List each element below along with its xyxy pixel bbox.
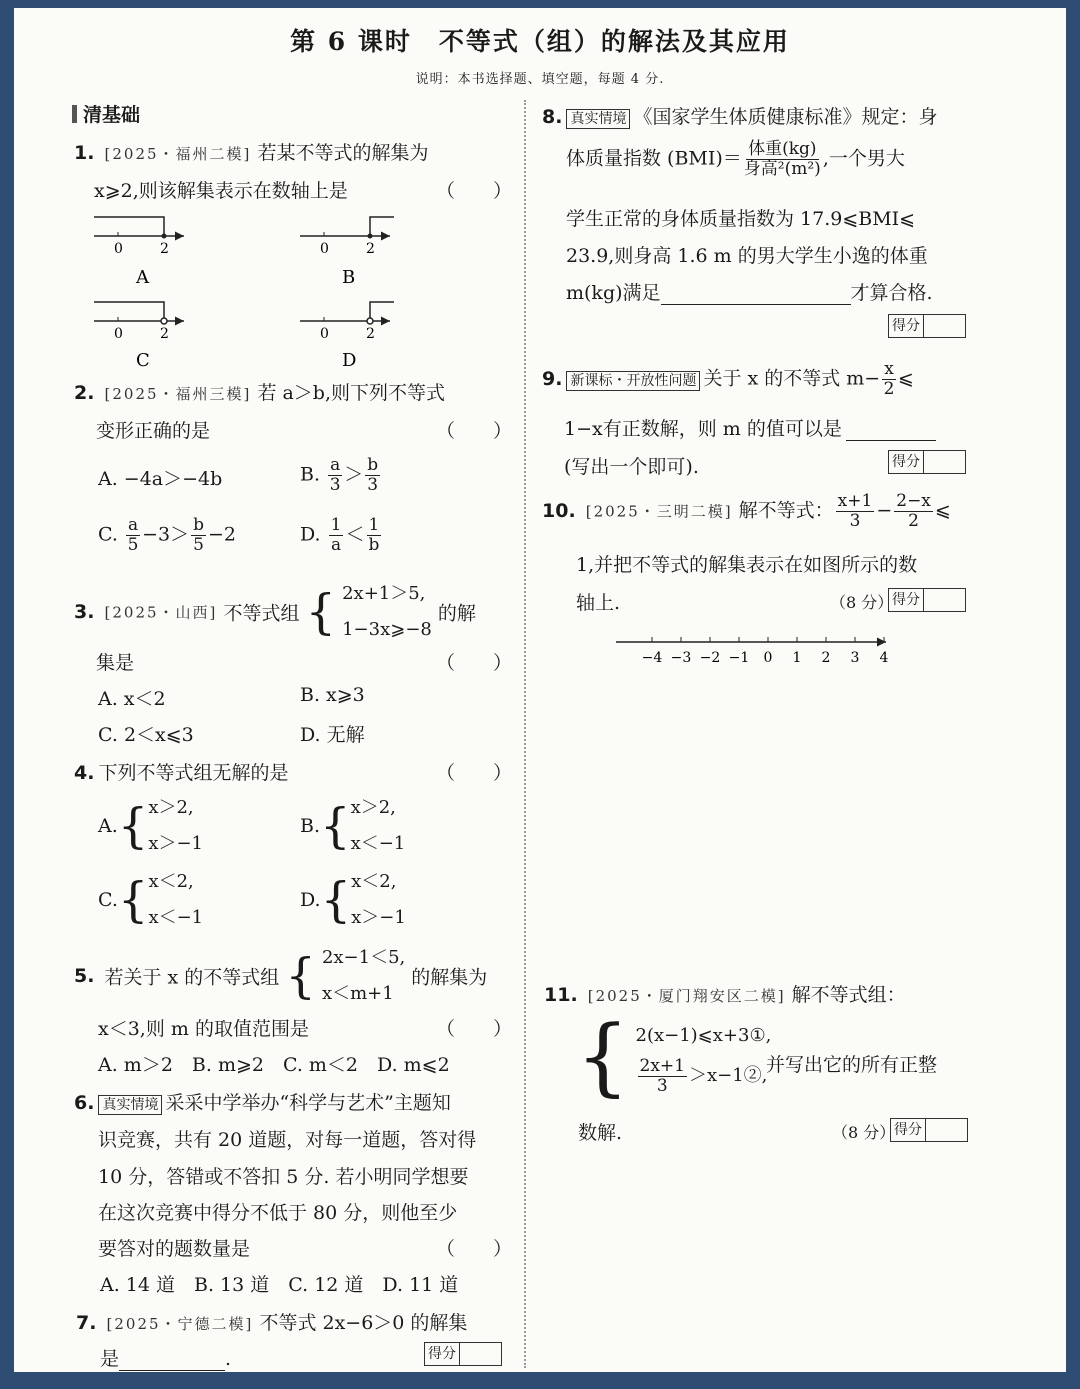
option-d: D.{ x＜2, x＞−1 (300, 871, 406, 928)
answer-paren: （ ） (436, 1238, 513, 1260)
question-number: 2. (74, 382, 95, 404)
option-a: A. x＜2 (98, 688, 166, 710)
question-points: （8 分） (830, 593, 894, 612)
number-line-tick-label: 0 (763, 650, 773, 666)
question-5-options: A. m＞2 B. m⩾2 C. m＜2 D. m⩽2 (98, 1054, 450, 1076)
page-title: 第 6 课时 不等式（组）的解法及其应用 (290, 27, 790, 56)
question-source: [2025・厦门翔安区二模] (587, 987, 786, 1005)
option-c: C. 2＜x⩽3 (98, 724, 194, 746)
column-divider (524, 100, 526, 1368)
question-3-line-1: 3. [2025・山西] 不等式组 { 2x+1＞5, 1−3x⩾−8 的解 (74, 576, 476, 648)
answer-blank[interactable] (119, 1350, 225, 1371)
question-1-line-1 (74, 138, 428, 165)
question-text: 不等式组 (223, 602, 300, 625)
question-5-line-1: 5. 若关于 x 的不等式组 { 2x−1＜5, x＜m+1 的解集为 (74, 940, 487, 1012)
question-11-line-1: 11. [2025・厦门翔安区二模] 解不等式组： (544, 984, 906, 1006)
number-line-tick-label: −2 (699, 650, 721, 666)
question-number: 9. (542, 367, 563, 390)
question-10-line-1: 10. [2025・三明二模] 解不等式： $\frac{x+1}{3}$ − $\frac{2-x}{2}$ ⩽ (542, 491, 951, 531)
number-line-tick-label: −3 (670, 650, 692, 666)
option-a-number-line (94, 217, 184, 288)
question-6-line-5: 要答对的题数量是 (98, 1238, 251, 1260)
context-tag: 真实情境 (566, 109, 630, 129)
context-tag: 新课标・开放性问题 (566, 371, 700, 391)
question-source: [2025・福州三模] (104, 385, 252, 403)
answer-blank[interactable] (846, 420, 936, 441)
answer-paren: （ ） (436, 420, 513, 442)
question-8-line-3: 学生正常的身体质量指数为 17.9⩽BMI⩽ (566, 208, 916, 230)
tick-zero: 0 (114, 241, 123, 257)
option-d: D. 无解 (300, 724, 365, 746)
question-text: 下列不等式组无解的是 (98, 762, 289, 784)
score-box[interactable]: 得分 (888, 450, 966, 474)
question-8-line-2: 体质量指数 (BMI)＝ $\frac{\text{体重(kg)}}{\text{身高²(m²)}}$ ,一个男大 (566, 139, 905, 179)
inequality-system: 2x−1＜5, x＜m+1 (321, 947, 406, 1004)
question-number: 10. (542, 499, 576, 522)
question-number: 11. (544, 984, 578, 1006)
option-b: B.{ x＞2, x＜−1 (300, 797, 406, 854)
tick-zero: 0 (320, 326, 329, 342)
answer-blank[interactable] (661, 284, 851, 305)
question-7-line-2: 是 . (100, 1348, 232, 1370)
worksheet-page (14, 8, 1066, 1372)
question-number: 8. (542, 106, 563, 128)
question-number: 3. (74, 601, 95, 623)
option-d: D. $\frac{1}{a}$ ＜ $\frac{1}{b}$ (300, 515, 380, 555)
option-a: A. −4a＞−4b (98, 468, 223, 490)
question-6-line-3: 10 分，答错或不答扣 5 分. 若小明同学想要 (98, 1166, 469, 1188)
question-points: （8 分） (832, 1123, 896, 1142)
answer-paren: （ ） (436, 1018, 513, 1040)
option-label: C (136, 350, 150, 371)
question-number: 1. (74, 142, 95, 164)
option-b-number-line (300, 217, 394, 288)
answer-number-line[interactable] (614, 628, 904, 672)
number-line-tick-label: 1 (792, 650, 802, 666)
tick-two: 2 (366, 241, 375, 257)
question-source: [2025・山西] (104, 603, 218, 622)
option-label: D (342, 350, 357, 371)
context-tag: 真实情境 (98, 1095, 162, 1115)
option-label: A (136, 267, 149, 288)
option-c: C. $\frac{a}{5}$ −3＞ $\frac{b}{5}$ −2 (98, 515, 237, 555)
question-text: 若关于 x 的不等式组 (104, 966, 280, 989)
option-b: B. x⩾3 (300, 684, 365, 706)
question-9-line-2: 1−x有正数解，则 m 的值可以是 (564, 414, 936, 441)
question-6-line-1: 6. 真实情境 采采中学举办“科学与艺术”主题知 (74, 1092, 451, 1114)
number-line-tick-label: 2 (821, 650, 831, 666)
number-line-tick-label: 4 (879, 650, 889, 666)
answer-paren: （ ） (436, 180, 513, 202)
option-c: C.{ x＜2, x＜−1 (98, 871, 204, 928)
option-label: B (342, 267, 356, 288)
question-4-line-1 (74, 758, 288, 785)
system-brace: { (305, 584, 337, 640)
question-6-options: A. 14 道 B. 13 道 C. 12 道 D. 11 道 (100, 1274, 459, 1296)
question-6-line-4: 在这次竞赛中得分不低于 80 分，则他至少 (98, 1202, 458, 1224)
question-9-line-3: (写出一个即可). (564, 456, 699, 478)
question-source: [2025・三明二模] (585, 502, 733, 521)
question-number: 6. (74, 1092, 95, 1114)
question-number: 4. (74, 762, 95, 784)
option-d-number-line (300, 302, 394, 371)
question-text: 若 a＞b,则下列不等式 (257, 382, 446, 404)
answer-paren: （ ） (436, 762, 513, 784)
tick-two: 2 (160, 241, 169, 257)
question-3-line-2: 集是 (96, 652, 135, 674)
option-a: A.{ x＞2, x＞−1 (98, 797, 203, 854)
question-7-line-1: 7. [2025・宁德二模] 不等式 2x−6＞0 的解集 (76, 1312, 468, 1334)
tick-zero: 0 (114, 326, 123, 342)
number-line-tick-label: −1 (728, 650, 750, 666)
option-b: B. $\frac{a}{3}$ ＞ $\frac{b}{3}$ (300, 455, 379, 495)
question-9-line-1: 9. 新课标・开放性问题 关于 x 的不等式 m− $\frac{x}{2}$ ⩽ (542, 359, 914, 399)
question-8-line-1: 8. 真实情境 《国家学生体质健康标准》规定：身 (542, 106, 938, 128)
question-text: 若某不等式的解集为 (257, 142, 429, 164)
question-1-line-2: x⩾2,则该解集表示在数轴上是 (94, 180, 348, 202)
number-line-tick-label: −4 (641, 650, 663, 666)
question-number: 5. (74, 965, 95, 987)
question-6-line-2: 识竞赛，共有 20 道题，对每一道题，答对得 (98, 1129, 477, 1151)
option-c-number-line (94, 302, 184, 371)
section-heading: 清基础 (72, 100, 140, 127)
question-number: 7. (76, 1312, 97, 1334)
question-2-line-1 (74, 378, 445, 405)
question-8-line-4: 23.9,则身高 1.6 m 的男大学生小逸的体重 (566, 245, 928, 267)
question-source: [2025・福州二模] (104, 145, 252, 163)
tick-two: 2 (366, 326, 375, 342)
question-8-line-5: m(kg)满足 才算合格. (566, 282, 933, 304)
question-11-line-2: 并写出它的所有正整 (766, 1054, 938, 1076)
tick-zero: 0 (320, 241, 329, 257)
page-note: 说明：本书选择题、填空题，每题 4 分. (415, 72, 665, 87)
question-source: [2025・宁德二模] (106, 1315, 254, 1333)
inequality-system: 2x+1＞5, 1−3x⩾−8 (342, 583, 432, 640)
number-line-options (84, 203, 504, 373)
question-11-line-3: 数解. (578, 1122, 623, 1144)
question-10-line-3: 轴上. (576, 592, 621, 614)
question-2-line-2: 变形正确的是 (96, 420, 211, 442)
question-5-line-2: x＜3,则 m 的取值范围是 (98, 1018, 309, 1040)
score-box[interactable]: 得分 (890, 1118, 968, 1142)
answer-paren: （ ） (436, 652, 513, 674)
number-line-tick-label: 3 (850, 650, 860, 666)
tick-two: 2 (160, 326, 169, 342)
question-11-system: { 2(x−1)⩽x+3①, $\frac{2x+1}{3}$ ＞x−1②, (576, 1007, 772, 1105)
score-box[interactable]: 得分 (888, 314, 966, 338)
question-10-line-2: 1,并把不等式的解集表示在如图所示的数 (576, 554, 918, 576)
score-box[interactable]: 得分 (888, 588, 966, 612)
score-box[interactable]: 得分 (424, 1342, 502, 1366)
